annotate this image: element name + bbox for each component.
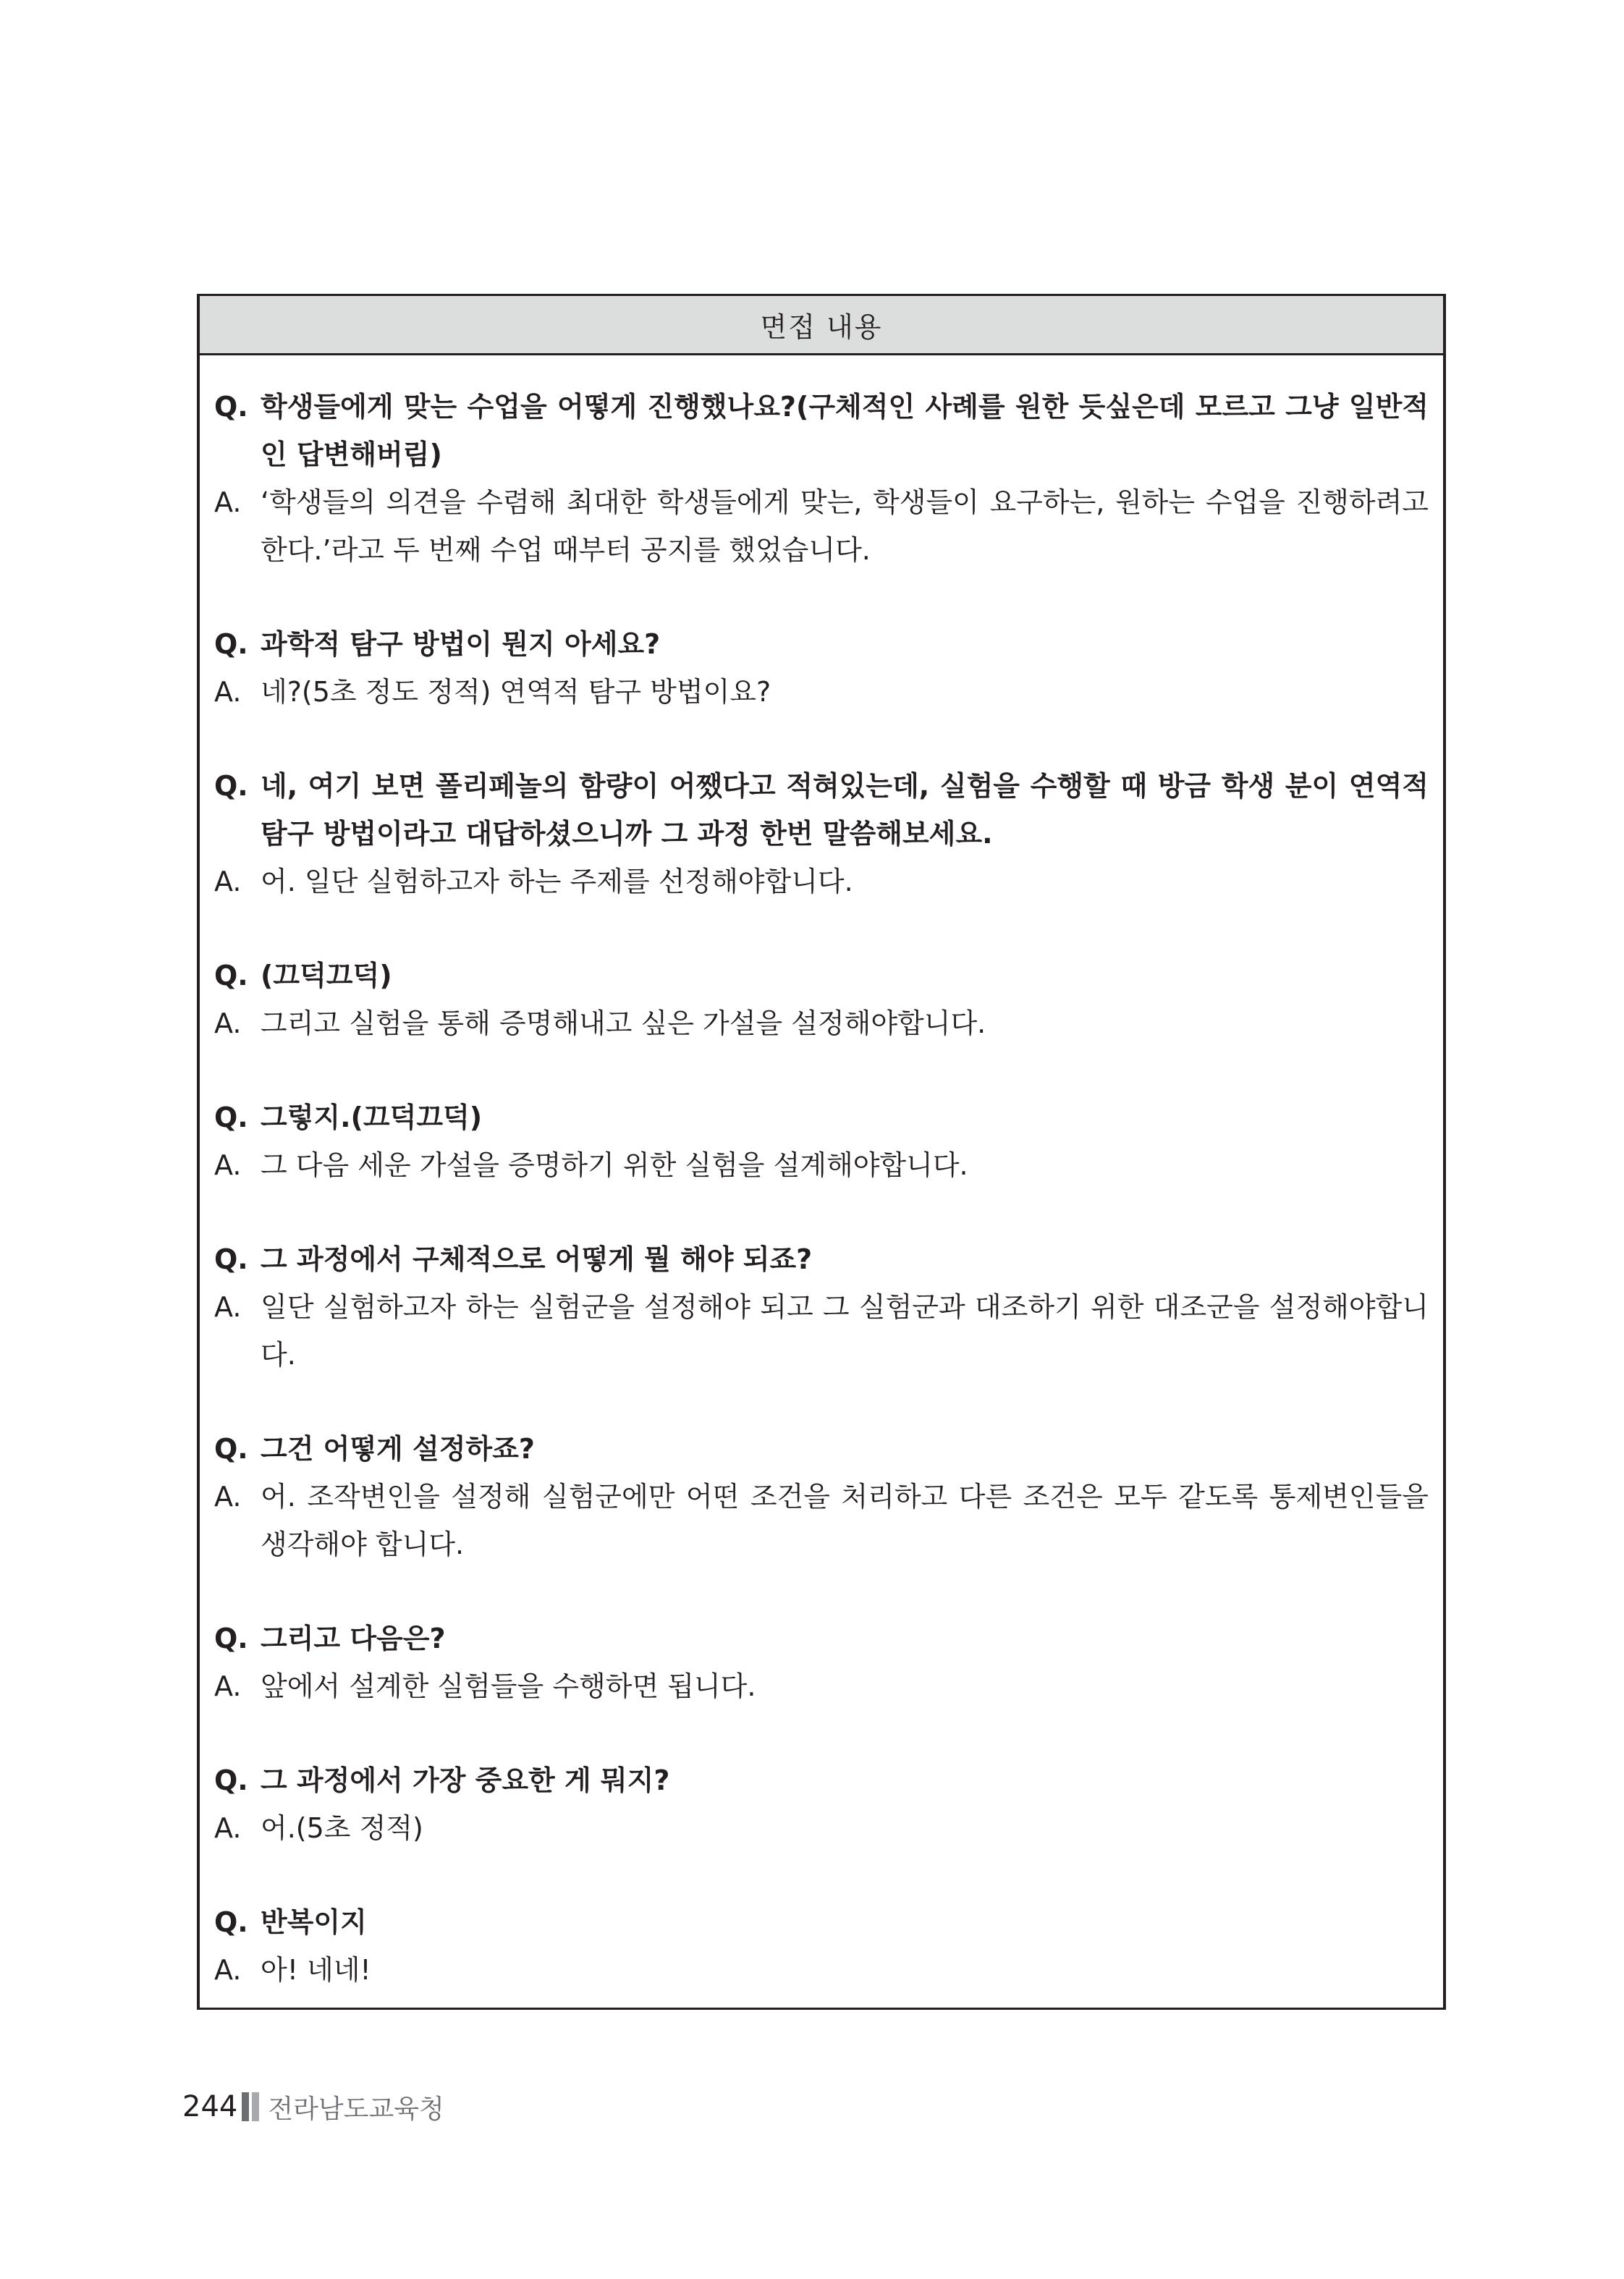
question-prefix: Q. bbox=[214, 1433, 248, 1465]
question-line bbox=[214, 952, 1429, 999]
answer-line bbox=[214, 858, 1429, 905]
question-text: 그건 어떻게 설정하죠? bbox=[261, 1433, 535, 1465]
question-line bbox=[214, 383, 1429, 478]
footer-bar-icon bbox=[242, 2092, 259, 2121]
answer-text: 어. 일단 실험하고자 하는 주제를 선정해야합니다. bbox=[261, 866, 853, 897]
question-text: 네, 여기 보면 폴리페놀의 함량이 어쨌다고 적혀있는데, 실험을 수행할 때 방금 학생 분이 연역적 탐구 방법이라고 대답하셨으니까 그 과정 한번 말씀해보세요. bbox=[261, 770, 1429, 850]
answer-prefix: A. bbox=[214, 1149, 242, 1181]
answer-line bbox=[214, 1804, 1429, 1852]
qa-item bbox=[214, 383, 1429, 574]
organization-name: 전라남도교육청 bbox=[268, 2094, 444, 2124]
question-line bbox=[214, 1094, 1429, 1141]
question-text: (끄덕끄덕) bbox=[261, 960, 392, 991]
question-text: 그 과정에서 구체적으로 어떻게 뭘 해야 되죠? bbox=[261, 1243, 813, 1275]
question-text: 그 과정에서 가장 중요한 게 뭐지? bbox=[261, 1764, 670, 1796]
answer-text: 어.(5초 정적) bbox=[261, 1812, 423, 1844]
answer-text: 아! 네네! bbox=[261, 1954, 371, 1986]
qa-item bbox=[214, 1615, 1429, 1710]
qa-item bbox=[214, 1898, 1429, 1994]
page-footer bbox=[182, 2087, 444, 2126]
question-line bbox=[214, 1615, 1429, 1662]
question-prefix: Q. bbox=[214, 960, 248, 991]
question-prefix: Q. bbox=[214, 1764, 248, 1796]
question-line bbox=[214, 762, 1429, 858]
answer-prefix: A. bbox=[214, 1481, 242, 1513]
question-text: 과학적 탐구 방법이 뭔지 아세요? bbox=[261, 628, 661, 660]
answer-text: 일단 실험하고자 하는 실험군을 설정해야 되고 그 실험군과 대조하기 위한 대조군을 설정해야합니다. bbox=[261, 1291, 1429, 1371]
question-prefix: Q. bbox=[214, 391, 248, 423]
answer-text: 그 다음 세운 가설을 증명하기 위한 실험을 설계해야합니다. bbox=[261, 1149, 968, 1181]
answer-text: 그리고 실험을 통해 증명해내고 싶은 가설을 설정해야합니다. bbox=[261, 1007, 986, 1039]
question-line bbox=[214, 1425, 1429, 1473]
question-text: 그리고 다음은? bbox=[261, 1623, 446, 1654]
page-number: 244 bbox=[182, 2090, 238, 2123]
answer-prefix: A. bbox=[214, 676, 242, 708]
question-prefix: Q. bbox=[214, 1243, 248, 1275]
answer-line bbox=[214, 478, 1429, 574]
question-prefix: Q. bbox=[214, 770, 248, 802]
qa-item bbox=[214, 762, 1429, 905]
table-header: 면접 내용 bbox=[200, 296, 1443, 355]
qa-item bbox=[214, 952, 1429, 1047]
qa-item bbox=[214, 1756, 1429, 1852]
answer-text: ‘학생들의 의견을 수렴해 최대한 학생들에게 맞는, 학생들이 요구하는, 원하는 수업을 진행하려고 한다.’라고 두 번째 수업 때부터 공지를 했었습니다. bbox=[261, 486, 1429, 566]
question-text: 학생들에게 맞는 수업을 어떻게 진행했나요?(구체적인 사례를 원한 듯싶은데 모르고 그냥 일반적인 답변해버림) bbox=[261, 391, 1429, 470]
question-text: 그렇지.(끄덕끄덕) bbox=[261, 1102, 483, 1133]
answer-text: 어. 조작변인을 설정해 실험군에만 어떤 조건을 처리하고 다른 조건은 모두 같도록 통제변인들을 생각해야 합니다. bbox=[261, 1481, 1429, 1560]
answer-prefix: A. bbox=[214, 486, 242, 518]
interview-table bbox=[197, 294, 1446, 2010]
answer-text: 앞에서 설계한 실험들을 수행하면 됩니다. bbox=[261, 1670, 756, 1702]
answer-line bbox=[214, 668, 1429, 716]
answer-line bbox=[214, 1662, 1429, 1710]
qa-body bbox=[200, 355, 1443, 1994]
answer-line bbox=[214, 1946, 1429, 1994]
qa-item bbox=[214, 1094, 1429, 1189]
answer-line bbox=[214, 1141, 1429, 1189]
question-line bbox=[214, 620, 1429, 668]
question-prefix: Q. bbox=[214, 1906, 248, 1938]
question-text: 반복이지 bbox=[261, 1906, 367, 1938]
answer-prefix: A. bbox=[214, 866, 242, 897]
answer-text: 네?(5초 정도 정적) 연역적 탐구 방법이요? bbox=[261, 676, 771, 708]
question-prefix: Q. bbox=[214, 1623, 248, 1654]
qa-item bbox=[214, 1235, 1429, 1379]
question-prefix: Q. bbox=[214, 628, 248, 660]
answer-prefix: A. bbox=[214, 1812, 242, 1844]
qa-item bbox=[214, 620, 1429, 716]
answer-prefix: A. bbox=[214, 1291, 242, 1323]
answer-line bbox=[214, 999, 1429, 1047]
question-line bbox=[214, 1235, 1429, 1283]
qa-item bbox=[214, 1425, 1429, 1568]
answer-prefix: A. bbox=[214, 1954, 242, 1986]
question-prefix: Q. bbox=[214, 1102, 248, 1133]
answer-line bbox=[214, 1473, 1429, 1568]
answer-prefix: A. bbox=[214, 1670, 242, 1702]
answer-line bbox=[214, 1283, 1429, 1379]
question-line bbox=[214, 1756, 1429, 1804]
question-line bbox=[214, 1898, 1429, 1946]
answer-prefix: A. bbox=[214, 1007, 242, 1039]
